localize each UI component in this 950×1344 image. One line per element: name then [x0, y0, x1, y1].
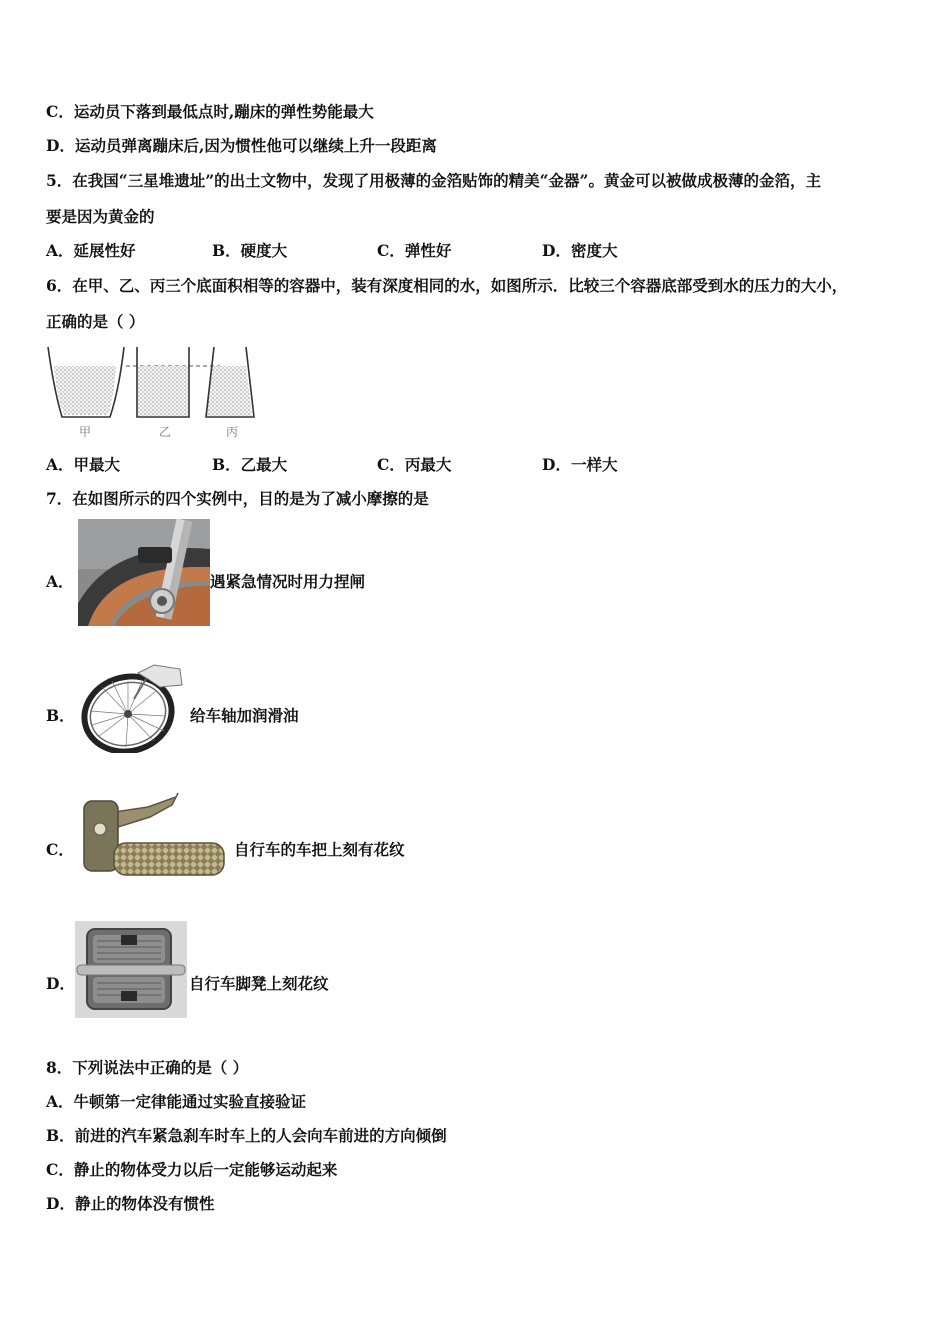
q8-option-b: B．前进的汽车紧急刹车时车上的人会向车前进的方向倾倒	[46, 1126, 447, 1145]
wheel-oil-figure	[76, 661, 188, 753]
q7-option-d-text: 自行车脚凳上刻花纹	[189, 974, 329, 993]
q6-option-c: C．丙最大	[377, 455, 452, 474]
q4-option-d: D．运动员弹离蹦床后,因为惯性他可以继续上升一段距离	[46, 136, 437, 155]
q7-option-b-label: B．	[46, 706, 75, 725]
caption-jia: 甲	[79, 425, 92, 439]
q4-option-c: C．运动员下落到最低点时,蹦床的弹性势能最大	[46, 102, 374, 121]
q5-stem-line1: 5．在我国“三星堆遗址”的出土文物中，发现了用极薄的金箔贴饰的精美“金器”。黄金可以被做成极薄的金箔，主	[46, 171, 821, 190]
q7-option-d-label: D．	[46, 974, 75, 993]
q6-stem-line2: 正确的是（ ）	[46, 312, 145, 331]
q6-option-d: D．一样大	[542, 455, 618, 474]
q8-option-a: A．牛顿第一定律能通过实验直接验证	[46, 1092, 307, 1111]
q5-option-d: D．密度大	[542, 241, 618, 260]
container-bing	[206, 347, 254, 417]
q7-stem: 7．在如图所示的四个实例中，目的是为了减小摩擦的是	[46, 489, 429, 508]
caption-yi: 乙	[159, 425, 172, 439]
brake-photo	[78, 519, 210, 626]
q5-option-a: A．延展性好	[46, 241, 136, 260]
q7-option-a-text: 遇紧急情况时用力捏闸	[210, 572, 366, 591]
caption-bing: 丙	[226, 425, 239, 439]
q6-option-b: B．乙最大	[212, 455, 288, 474]
q7-option-c-label: C．	[46, 840, 74, 859]
q5-option-b: B．硬度大	[212, 241, 288, 260]
q5-stem-line2: 要是因为黄金的	[46, 207, 155, 226]
container-jia	[48, 347, 124, 417]
q7-option-c-text: 自行车的车把上刻有花纹	[234, 840, 405, 859]
q8-stem: 8．下列说法中正确的是（ ）	[46, 1058, 249, 1077]
pedal-photo	[75, 921, 187, 1018]
handlebar-grip-figure	[78, 791, 230, 879]
q6-stem-line1: 6．在甲、乙、丙三个底面积相等的容器中，装有深度相同的水，如图所示．比较三个容器底部受到水的压力的大小，	[46, 276, 848, 295]
container-yi	[137, 347, 189, 417]
q7-option-b-text: 给车轴加润滑油	[190, 706, 299, 725]
q6-option-a: A．甲最大	[46, 455, 121, 474]
containers-figure	[44, 345, 264, 427]
q7-option-a-label: A．	[46, 572, 74, 591]
q5-option-c: C．弹性好	[377, 241, 452, 260]
q8-option-c: C．静止的物体受力以后一定能够运动起来	[46, 1160, 338, 1179]
q8-option-d: D．静止的物体没有惯性	[46, 1194, 215, 1213]
